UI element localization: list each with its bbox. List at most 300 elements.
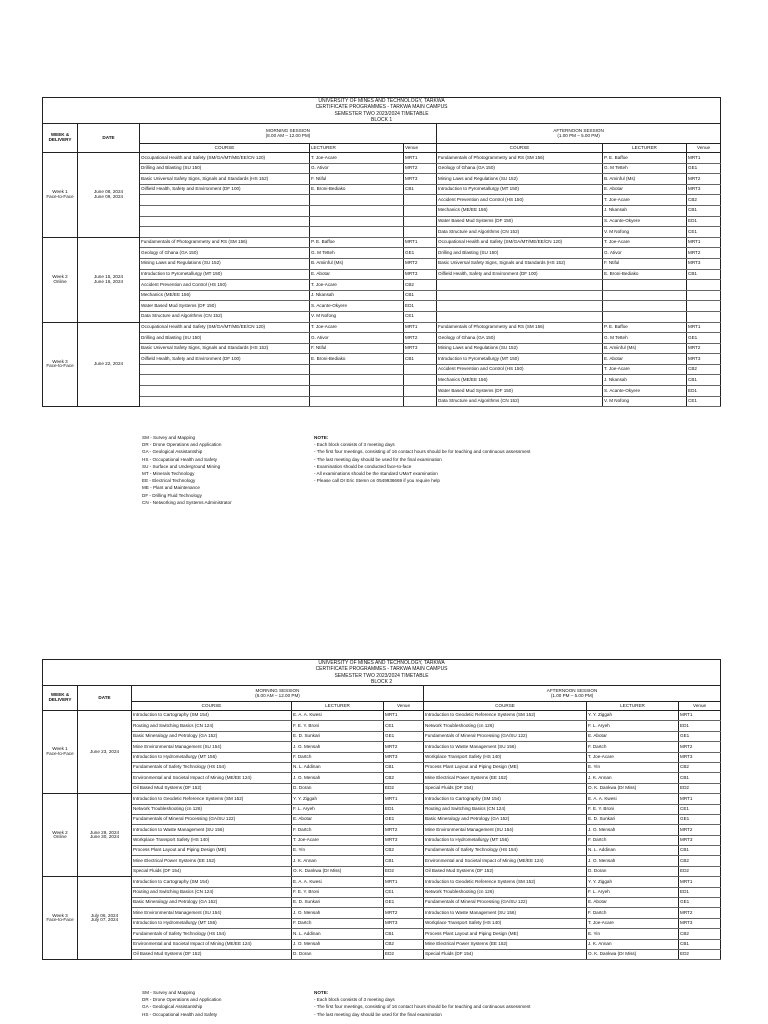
legend-item: MT - Minerals Technology	[142, 471, 195, 477]
venue-cell	[687, 290, 721, 301]
venue-cell	[404, 205, 437, 216]
lecturer-cell: T. Joe-Acare	[310, 153, 404, 164]
lecturer-cell: E. A. A. Kwesi	[587, 794, 679, 804]
course-cell: Network Troubleshooting (cn 126)	[424, 887, 587, 897]
week-cell	[43, 794, 78, 877]
lecturer-cell: J. K. Annan	[587, 939, 679, 949]
course-cell: Mine Environmental Management (SU 154)	[424, 825, 587, 835]
table-row	[43, 814, 721, 824]
lecturer-cell: J. O. Mensah	[292, 908, 384, 918]
venue-cell: GE1	[384, 814, 424, 824]
note-item: - The last meeting day should be used for the final examination	[314, 456, 442, 462]
block1-weeks	[43, 153, 721, 407]
course-cell: Introduction to Waste Management (SU 156)	[424, 742, 587, 752]
lecturer-cell: J. K. Annan	[587, 773, 679, 783]
course-cell: Fundamentals of Photogrammetry and RS (SM 156)	[437, 153, 603, 164]
course-cell: Routing and Switching Basics (CN 124)	[132, 721, 292, 731]
course-cell: Oil Based Mud Systems (DF 152)	[424, 866, 587, 876]
date-line: June 08, 2024	[93, 189, 124, 195]
date-cell	[78, 794, 132, 877]
course-cell	[437, 301, 603, 312]
table-row	[43, 163, 721, 174]
course-cell: Introduction to Cartography (SM 154)	[424, 794, 587, 804]
course-cell: Water Based Mud Systems (DF 150)	[437, 216, 603, 227]
lecturer-cell: G. M Tetteh	[603, 163, 687, 174]
course-cell	[437, 280, 603, 291]
course-cell: Environmental and Societal Impact of Mining (ME/EE 124)	[132, 939, 292, 949]
block-label: BLOCK 2	[370, 678, 393, 685]
venue-cell: CB2	[384, 846, 424, 856]
course-cell: Oilfield Health, Safety and Environment (DF 100)	[140, 184, 310, 195]
week-number: Week 1	[52, 189, 68, 195]
lecturer-cell: F. Dartch	[587, 742, 679, 752]
lecturer-cell: F. Dartch	[292, 918, 384, 928]
note-box	[314, 989, 694, 1018]
col-lecturer-header: LECTURER	[603, 144, 687, 153]
date-line: June 23, 2024	[89, 748, 120, 754]
course-cell: Basic Mineralogy and Petrology (GA 152)	[424, 814, 587, 824]
venue-cell: CE1	[687, 396, 721, 407]
venue-cell: CB1	[384, 762, 424, 772]
venue-cell: CB2	[679, 856, 721, 866]
lecturer-cell: E. A. A. Kwesi	[292, 711, 384, 721]
lecturer-cell	[310, 195, 404, 206]
col-lecturer-header: LECTURER	[292, 702, 384, 711]
lecturer-cell	[603, 301, 687, 312]
date-cell	[78, 322, 140, 407]
course-cell	[140, 205, 310, 216]
course-cell: Data Structure and Algorithms (CN 152)	[140, 311, 310, 322]
lecturer-cell: E. A. A. Kwesi	[292, 877, 384, 887]
venue-cell: CB2	[679, 762, 721, 772]
venue-cell: MRT3	[687, 354, 721, 365]
col-course-header: COURSE	[424, 702, 587, 711]
venue-cell: ED1	[404, 301, 437, 312]
lecturer-cell: T. Joe-Acare	[603, 195, 687, 206]
table-row	[43, 835, 721, 845]
course-cell: Oil Based Mud Systems (DF 152)	[132, 949, 292, 959]
venue-cell	[687, 311, 721, 322]
delivery-mode: Face-to-Face	[46, 751, 74, 757]
venue-cell: CB1	[404, 290, 437, 301]
lecturer-cell: F. Dartch	[587, 908, 679, 918]
lecturer-cell	[310, 364, 404, 375]
lecturer-cell: F. Dartch	[292, 825, 384, 835]
lecturer-cell	[310, 216, 404, 227]
venue-cell: ED2	[384, 949, 424, 959]
course-cell: Mine Environmental Management (SU 154)	[132, 742, 292, 752]
lecturer-cell: E. Broni-Bediako	[310, 184, 404, 195]
venue-cell	[404, 216, 437, 227]
delivery-mode: Face-to-Face	[46, 363, 74, 369]
venue-cell: GE1	[384, 731, 424, 741]
course-cell: Fundamentals of Safety Technology (HS 154)	[132, 929, 292, 939]
note-item: - Examination should be conducted face-to-face	[314, 463, 412, 469]
table-row	[43, 280, 721, 291]
lecturer-cell: E. Yin	[587, 762, 679, 772]
course-cell: Workplace Transport Safety (HS 140)	[424, 752, 587, 762]
course-cell: Oil Based Mud Systems (DF 152)	[132, 783, 292, 793]
date-line: June 16, 2024	[93, 278, 124, 284]
legend-item: ME - Plant and Maintenance	[142, 485, 200, 491]
venue-cell: ED2	[384, 866, 424, 876]
notes-section-2	[142, 989, 702, 1024]
course-cell: Mine Electrical Power Systems (EE 152)	[424, 939, 587, 949]
venue-cell: MRT1	[384, 794, 424, 804]
lecturer-cell	[310, 396, 404, 407]
morning-time: (8.00 AM – 12.00 PM)	[265, 132, 311, 138]
course-cell: Geology of Ghana (GA 150)	[437, 333, 603, 344]
lecturer-cell: G. Ativor	[603, 248, 687, 259]
venue-cell: MRT1	[679, 794, 721, 804]
venue-cell: ED1	[687, 216, 721, 227]
col-venue-header: Venue	[687, 144, 721, 153]
date-cell	[78, 877, 132, 960]
morning-session-header	[132, 686, 424, 702]
lecturer-cell: O. K. Dankwa (Dr Miss)	[292, 866, 384, 876]
week-cell	[43, 237, 78, 322]
course-cell: Mining Laws and Regulations (SU 152)	[437, 174, 603, 185]
course-cell	[140, 227, 310, 238]
course-cell	[140, 386, 310, 397]
lecturer-cell: T. Joe-Acare	[310, 322, 404, 333]
lecturer-cell: D. Doran	[292, 783, 384, 793]
course-cell: Accident Prevention and Control (HS 150)	[140, 280, 310, 291]
block-label: BLOCK 1	[370, 116, 393, 123]
course-cell: Drilling and Blasting (SU 150)	[437, 248, 603, 259]
lecturer-cell: E. Abotar	[603, 354, 687, 365]
venue-cell: CB1	[404, 354, 437, 365]
venue-cell: CB1	[384, 929, 424, 939]
legend-item: DR - Drone Operations and Application	[142, 997, 222, 1003]
lecturer-cell: J. O. Mensah	[292, 742, 384, 752]
table-row	[43, 887, 721, 897]
venue-cell: ED2	[384, 783, 424, 793]
col-lecturer-header: LECTURER	[587, 702, 679, 711]
venue-cell: MRT1	[404, 322, 437, 333]
afternoon-label: AFTERNOON SESSION	[546, 687, 598, 693]
venue-cell: MRT3	[404, 269, 437, 280]
course-cell: Basic Universal Safety Signs, Signals and Standards (HS 152)	[140, 174, 310, 185]
venue-cell: CB2	[679, 929, 721, 939]
course-cell: Mining Laws and Regulations (SU 152)	[140, 258, 310, 269]
venue-cell: MRT3	[404, 343, 437, 354]
venue-cell: MRT2	[679, 908, 721, 918]
course-cell: Oilfield Health, Safety and Environment (DF 100)	[140, 354, 310, 365]
table-row	[43, 205, 721, 216]
venue-cell: CE1	[384, 721, 424, 731]
course-cell	[140, 375, 310, 386]
lecturer-cell: G. Ativor	[310, 333, 404, 344]
course-cell: Introduction to Pyrometallurgy (MT 150)	[140, 269, 310, 280]
venue-cell: MRT2	[384, 908, 424, 918]
date-line: June 29, 2024	[89, 829, 120, 835]
lecturer-cell: F. E. Y. Broni	[292, 887, 384, 897]
table-row	[43, 290, 721, 301]
date-line: June 22, 2024	[93, 361, 124, 367]
course-cell	[437, 311, 603, 322]
lecturer-cell	[310, 386, 404, 397]
col-week-header: WEEK & DELIVERY	[43, 686, 78, 711]
lecturer-cell: T. Joe-Acare	[603, 364, 687, 375]
venue-cell: MRT2	[384, 825, 424, 835]
course-cell: Mine Electrical Power Systems (EE 152)	[424, 773, 587, 783]
venue-cell: GE1	[679, 814, 721, 824]
course-cell	[140, 216, 310, 227]
date-cell	[78, 153, 140, 238]
venue-cell: CE1	[687, 227, 721, 238]
lecturer-cell: Y. Y. Ziggah	[292, 794, 384, 804]
venue-cell: CB2	[384, 939, 424, 949]
week-number: Week 2	[52, 829, 68, 835]
venue-cell: MRT2	[687, 343, 721, 354]
course-cell: Workplace Transport Safety (HS 140)	[424, 918, 587, 928]
lecturer-cell: E. Yin	[292, 846, 384, 856]
lecturer-cell: G. M Tetteh	[603, 333, 687, 344]
lecturer-cell: J. Nkansah	[310, 290, 404, 301]
venue-cell: CB1	[679, 846, 721, 856]
block2-weeks	[43, 711, 721, 960]
lecturer-cell: J. O. Mensah	[292, 939, 384, 949]
venue-cell	[404, 227, 437, 238]
venue-cell: MRT1	[679, 877, 721, 887]
venue-cell: MRT3	[679, 752, 721, 762]
afternoon-time: (1.00 PM – 5.00 PM)	[557, 132, 600, 138]
date-line: July 06, 2024	[90, 912, 119, 918]
venue-cell: MRT1	[404, 153, 437, 164]
course-cell: Workplace Transport Safety (HS 140)	[132, 835, 292, 845]
lecturer-cell	[603, 311, 687, 322]
col-week-header: WEEK & DELIVERY	[43, 124, 78, 153]
lecturer-cell: E. Abotar	[310, 269, 404, 280]
lecturer-cell: F. Ntiful	[310, 174, 404, 185]
venue-cell: ED1	[687, 386, 721, 397]
legend-item: HS - Occupational Health and Safety	[142, 1011, 218, 1017]
programme-name: CERTIFICATE PROGRAMMES - TARKWA MAIN CAMPUS	[315, 666, 448, 673]
date-line: June 09, 2024	[93, 193, 124, 199]
table-row	[43, 343, 721, 354]
col-venue-header: Venue	[679, 702, 721, 711]
course-cell: Special Fluids (DF 154)	[424, 949, 587, 959]
lecturer-cell: E. Abotar	[292, 814, 384, 824]
venue-cell: MRT2	[404, 333, 437, 344]
delivery-mode: Face-to-Face	[46, 193, 74, 199]
lecturer-cell: F. E. Y. Broni	[292, 721, 384, 731]
course-cell: Basic Universal Safety Signs, Signals and Standards (HS 152)	[437, 258, 603, 269]
block2-timetable	[42, 659, 720, 960]
lecturer-cell: F. Ntiful	[603, 258, 687, 269]
course-cell: Data Structure and Algorithms (CN 152)	[437, 227, 603, 238]
lecturer-cell: P. E. Baffoe	[603, 322, 687, 333]
course-cell: Occupational Health and Safety (SM/GA/MT/ME/EE/CN 120)	[140, 322, 310, 333]
course-cell: Introduction to Cartography (SM 154)	[132, 711, 292, 721]
venue-cell: CB1	[687, 375, 721, 386]
course-cell	[140, 396, 310, 407]
course-cell: Routing and Switching Basics (CN 124)	[424, 804, 587, 814]
notes-section-1	[142, 434, 702, 534]
venue-cell: CB1	[687, 269, 721, 280]
week-cell	[43, 877, 78, 960]
venue-cell: MRT3	[384, 918, 424, 928]
legend-item: SU - Surface and Underground Mining	[142, 463, 221, 469]
venue-cell: CB1	[384, 856, 424, 866]
table-row	[43, 258, 721, 269]
course-cell: Introduction to Geodetic Reference Systems (SM 152)	[424, 711, 587, 721]
table-row	[43, 311, 721, 322]
course-cell: Accident Prevention and Control (HS 150)	[437, 195, 603, 206]
table-row	[43, 237, 721, 248]
delivery-mode: Online	[53, 834, 67, 840]
course-cell: Fundamentals of Mineral Processing (GA/SU 122)	[132, 814, 292, 824]
lecturer-cell: S. Acante-Okyere	[310, 301, 404, 312]
lecturer-cell: O. K. Dankwa (Dr Miss)	[587, 949, 679, 959]
course-cell: Process Plant Layout and Piping Design (ME)	[424, 929, 587, 939]
note-box	[314, 434, 694, 484]
table-row	[43, 773, 721, 783]
table-row	[43, 322, 721, 333]
course-cell: Introduction to Hydrometallurgy (MT 156)	[132, 918, 292, 928]
table-row	[43, 949, 721, 959]
course-cell: Introduction to Pyrometallurgy (MT 150)	[437, 184, 603, 195]
lecturer-cell: E. D. Sunkari	[587, 814, 679, 824]
venue-cell: ED1	[679, 887, 721, 897]
course-cell: Introduction to Pyrometallurgy (MT 150)	[437, 354, 603, 365]
legend-item: GA - Geological Assistantship	[142, 449, 203, 455]
week-number: Week 1	[52, 746, 68, 752]
course-cell: Occupational Health and Safety (SM/GA/MT/ME/EE/CN 120)	[437, 237, 603, 248]
lecturer-cell: N. L. Addinan	[587, 846, 679, 856]
lecturer-cell: E. Abotar	[603, 184, 687, 195]
table-row	[43, 731, 721, 741]
venue-cell: MRT3	[679, 918, 721, 928]
venue-cell	[404, 386, 437, 397]
lecturer-cell: V. M Nofong	[603, 396, 687, 407]
university-name: UNIVERSITY OF MINES AND TECHNOLOGY, TARKWA	[318, 660, 445, 666]
lecturer-cell: F. E. Y. Broni	[587, 804, 679, 814]
course-cell: Network Troubleshooting (cn 126)	[424, 721, 587, 731]
legend-item: HS - Occupational Health and Safety	[142, 456, 218, 462]
lecturer-cell: F. Dartch	[587, 835, 679, 845]
venue-cell	[404, 364, 437, 375]
venue-cell: ED1	[679, 721, 721, 731]
note-item: - All examinations should be the standard UMaT examination	[314, 471, 438, 477]
course-cell: Routing and Switching Basics (CN 124)	[132, 887, 292, 897]
table-row	[43, 364, 721, 375]
table-row	[43, 386, 721, 397]
course-cell: Geology of Ghana (GA 150)	[140, 248, 310, 259]
course-cell: Network Troubleshooting (cn 126)	[132, 804, 292, 814]
lecturer-cell: D. Doran	[292, 949, 384, 959]
venue-cell: CB1	[679, 939, 721, 949]
table-row	[43, 898, 721, 908]
venue-cell: MRT1	[687, 237, 721, 248]
lecturer-cell	[310, 227, 404, 238]
morning-label: MORNING SESSION	[255, 687, 300, 693]
course-cell: Water Based Mud Systems (DF 150)	[437, 386, 603, 397]
lecturer-cell: P. E. Baffoe	[310, 237, 404, 248]
lecturer-cell: G. M Tetteh	[310, 248, 404, 259]
venue-cell: MRT2	[404, 163, 437, 174]
note-item: - Each block consists of 3 meeting days	[314, 997, 395, 1003]
col-course-header: COURSE	[140, 144, 310, 153]
venue-cell: CB1	[679, 773, 721, 783]
date-cell	[78, 711, 132, 794]
table-row	[43, 794, 721, 804]
venue-cell: GE1	[404, 248, 437, 259]
course-cell: Introduction to Geodetic Reference Systems (SM 152)	[132, 794, 292, 804]
course-cell: Mechanics (ME/EE 156)	[140, 290, 310, 301]
morning-session-header	[140, 124, 437, 144]
course-cell	[140, 364, 310, 375]
lecturer-cell: Y. Y. Ziggah	[587, 711, 679, 721]
venue-cell: MRT2	[687, 174, 721, 185]
delivery-mode: Face-to-Face	[46, 917, 74, 923]
note-title: NOTE:	[314, 435, 329, 440]
table-row	[43, 804, 721, 814]
table-row	[43, 375, 721, 386]
week-cell	[43, 711, 78, 794]
abbreviation-legend	[142, 434, 312, 506]
venue-cell: CB2	[687, 195, 721, 206]
table-row	[43, 184, 721, 195]
venue-cell: CE1	[384, 887, 424, 897]
lecturer-cell: V. M Nofong	[310, 311, 404, 322]
course-cell: Introduction to Cartography (SM 154)	[132, 877, 292, 887]
course-cell: Oilfield Health, Safety and Environment (DF 100)	[437, 269, 603, 280]
venue-cell	[404, 375, 437, 386]
lecturer-cell: S. Acante-Okyere	[603, 386, 687, 397]
table-row	[43, 929, 721, 939]
table-row	[43, 742, 721, 752]
venue-cell: MRT3	[384, 752, 424, 762]
course-cell: Mechanics (ME/EE 156)	[437, 375, 603, 386]
course-cell: Environmental and Societal Impact of Mining (ME/EE 124)	[132, 773, 292, 783]
delivery-mode: Online	[53, 278, 67, 284]
venue-cell: CB1	[687, 205, 721, 216]
course-cell: Fundamentals of Photogrammetry and RS (SM 156)	[140, 237, 310, 248]
semester-title: SEMESTER TWO 2023/2024 TIMETABLE	[334, 110, 429, 117]
week-number: Week 2	[52, 274, 68, 280]
note-item: - Please call Dr Eric Stemn on 0549936669 if you require help	[314, 478, 440, 484]
lecturer-cell: T. Joe-Acare	[587, 752, 679, 762]
course-cell: Mining Laws and Regulations (SU 152)	[437, 343, 603, 354]
venue-cell: GE1	[687, 163, 721, 174]
col-venue-header: Venue	[384, 702, 424, 711]
course-cell: Basic Universal Safety Signs, Signals and Standards (HS 152)	[140, 343, 310, 354]
lecturer-cell: F. L. Aryeh	[587, 887, 679, 897]
lecturer-cell	[310, 375, 404, 386]
table-row	[43, 856, 721, 866]
note-item: - The last meeting day should be used for the final examination	[314, 1011, 442, 1017]
lecturer-cell: N. L. Addinan	[292, 762, 384, 772]
lecturer-cell: J. O. Mensah	[587, 825, 679, 835]
legend-item: CN - Networking and Systems Administrator	[142, 499, 232, 505]
lecturer-cell	[603, 290, 687, 301]
course-cell: Introduction to Waste Management (SU 156)	[132, 825, 292, 835]
lecturer-cell: F. L. Aryeh	[587, 721, 679, 731]
lecturer-cell: E. Yin	[587, 929, 679, 939]
venue-cell	[404, 396, 437, 407]
table-row	[43, 195, 721, 206]
legend-item: GA - Geological Assistantship	[142, 1004, 203, 1010]
week-cell	[43, 153, 78, 238]
venue-cell: GE1	[384, 898, 424, 908]
venue-cell	[687, 301, 721, 312]
course-cell: Mechanics (ME/EE 156)	[437, 205, 603, 216]
course-cell: Introduction to Hydrometallurgy (MT 156)	[132, 752, 292, 762]
venue-cell: MRT2	[679, 825, 721, 835]
lecturer-cell	[603, 280, 687, 291]
